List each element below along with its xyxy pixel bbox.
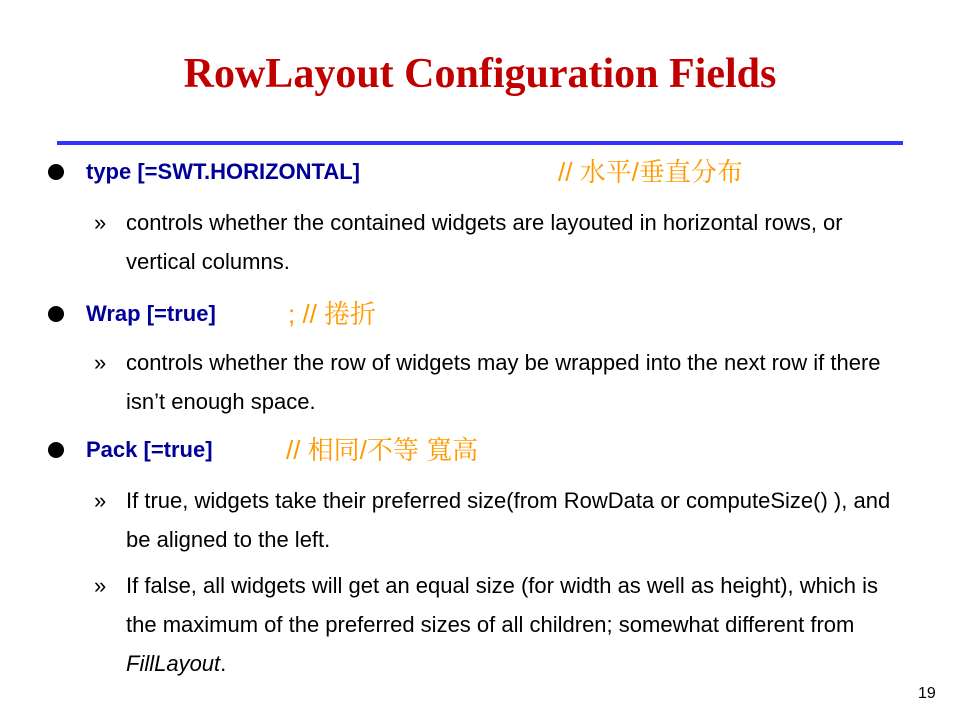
field-comment: ; // 捲折 <box>288 299 377 329</box>
sub-item <box>94 566 910 683</box>
sub-item-text: controls whether the contained widgets are layouted in horizontal rows, or vertical columns. <box>126 210 843 274</box>
sub-bullet-icon: » <box>94 350 107 375</box>
bullet-dot-icon <box>48 442 64 458</box>
field-comment: // 水平/垂直分布 <box>558 157 743 187</box>
sub-item <box>94 343 910 421</box>
bullet-pack <box>48 430 928 470</box>
bullet-type <box>48 152 928 192</box>
sub-item-text: If true, widgets take their preferred size(from RowData or computeSize() ), and be aligned to the left. <box>126 488 891 552</box>
sub-item-text-container <box>126 566 910 683</box>
field-name: type [=SWT.HORIZONTAL] <box>86 159 360 184</box>
sub-item <box>94 481 910 559</box>
sub-bullet-icon: » <box>94 210 107 235</box>
slide-title: RowLayout Configuration Fields <box>183 51 777 97</box>
sub-bullet-icon: » <box>94 488 107 513</box>
sub-bullet-icon: » <box>94 573 107 598</box>
sub-item <box>94 203 910 281</box>
bullet-dot-icon <box>48 164 64 180</box>
sub-item-text: If false, all widgets will get an equal size (for width as well as height), which is the maximum of the preferred sizes of all children; somewhat different from <box>126 573 879 637</box>
title-divider <box>57 141 903 145</box>
bullet-wrap <box>48 294 928 334</box>
filllayout-emphasis: FillLayout <box>126 651 221 676</box>
field-name: Wrap [=true] <box>86 301 216 326</box>
field-comment: // 相同/不等 寬高 <box>286 435 479 465</box>
sentence-end: . <box>220 651 227 676</box>
page-number: 19 <box>918 685 936 702</box>
field-name: Pack [=true] <box>86 437 213 462</box>
sub-item-text: controls whether the row of widgets may be wrapped into the next row if there isn’t enough space. <box>126 350 881 414</box>
bullet-dot-icon <box>48 306 64 322</box>
